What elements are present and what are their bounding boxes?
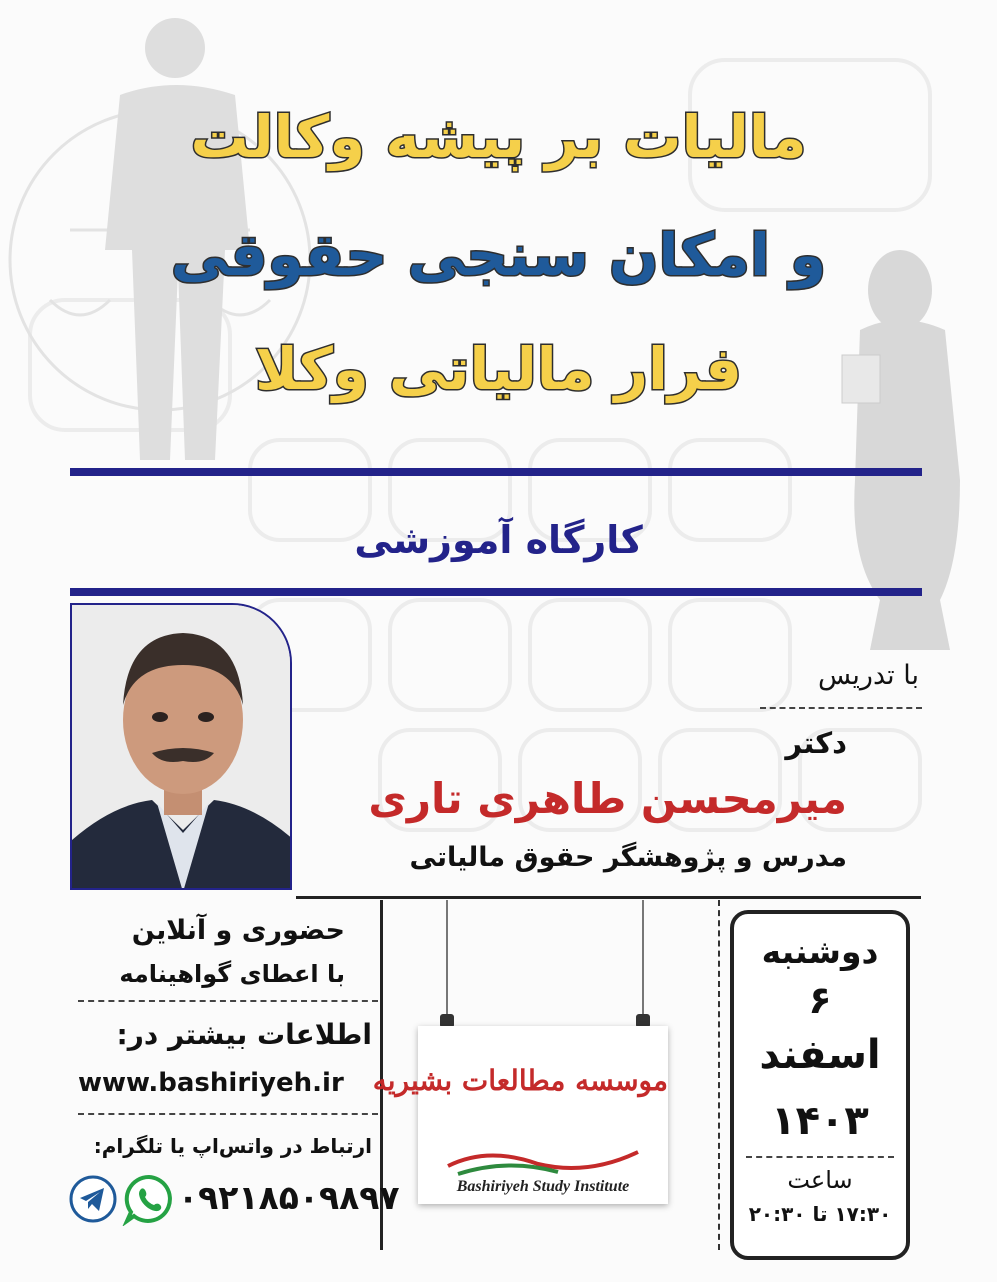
teacher-role: مدرس و پژوهشگر حقوق مالیاتی [409,842,847,873]
headline-line-2: و امکان سنجی حقوقی [170,221,827,289]
right-vertical-line [718,900,720,1250]
date-box [730,910,910,1260]
logo-english-text: Bashiriyeh Study Institute [456,1178,630,1195]
event-divider-1 [78,1000,378,1002]
logo-string-right [642,900,644,1018]
teacher-by-label: با تدریس [818,660,919,691]
time-label: ساعت [787,1166,853,1194]
event-divider-2 [78,1113,378,1115]
event-mode: حضوری و آنلاین [131,915,345,946]
telegram-icon[interactable] [68,1174,118,1224]
event-certificate: با اعطای گواهینامه [119,960,345,988]
teacher-divider-1 [760,707,922,709]
bottom-divider-bar [70,588,922,596]
institute-logo [372,1026,668,1204]
date-day: ۶ [808,978,832,1022]
teacher-name: میرمحسن طاهری تاری [368,774,847,823]
contact-label: ارتباط در واتس‌اپ یا تلگرام: [93,1134,372,1158]
website-link[interactable]: www.bashiriyeh.ir [78,1068,344,1098]
workshop-label: کارگاه آموزشی [354,518,643,562]
whatsapp-icon[interactable] [122,1172,176,1226]
phone-number[interactable]: ۰۹۲۱۸۵۰۹۸۹۷ [178,1178,400,1217]
time-range: ۱۷:۳۰ تا ۲۰:۳۰ [748,1202,892,1226]
logo-arabic-text: موسسه مطالعات بشیریه [372,1064,668,1097]
headline-line-3: فرار مالیاتی وکلا [255,335,742,403]
headline-line-1: مالیات بر پیشه وکالت [190,103,807,171]
date-divider [746,1156,894,1158]
teacher-title: دکتر [785,726,847,760]
top-divider-bar [70,468,922,476]
date-year: ۱۴۰۳ [771,1098,869,1144]
logo-string-left [446,900,448,1018]
lower-section-line [296,896,921,899]
date-weekday: دوشنبه [761,932,879,971]
teacher-photo [70,603,292,890]
date-month: اسفند [759,1032,881,1078]
more-info-label: اطلاعات بیشتر در: [116,1018,372,1051]
